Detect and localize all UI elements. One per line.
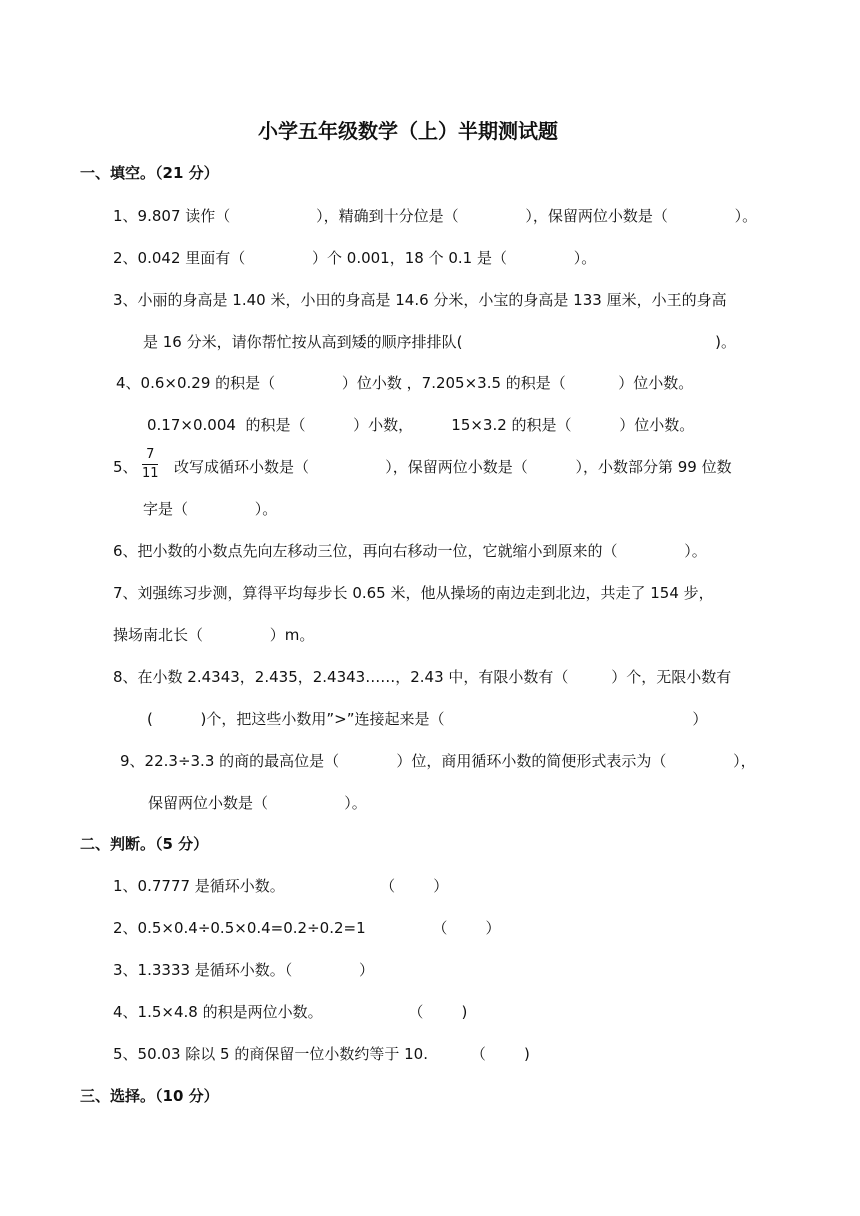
page-title: 小学五年级数学（上）半期测试题	[258, 119, 558, 143]
judge-item-1: 1、0.7777 是循环小数。 （ ）	[113, 877, 449, 895]
question-4-line-1: 4、0.6×0.29 的积是（ ）位小数 ，7.205×3.5 的积是（ ）位小数。	[116, 374, 694, 392]
section-heading-fill-blank: 一、填空。（21 分）	[80, 164, 219, 182]
question-9-line-1: 9、22.3÷3.3 的商的最高位是（ ）位，商用循环小数的简便形式表示为（ ），	[120, 752, 756, 770]
fraction-7-11	[142, 447, 159, 482]
question-8-line-1: 8、在小数 2.4343，2.435，2.4343……，2.43 中，有限小数有（ ）个，无限小数有	[113, 668, 732, 686]
question-4-line-2: 0.17×0.004 的积是（ ）小数， 15×3.2 的积是（ ）位小数。	[147, 416, 695, 434]
question-5-line-1: 改写成循环小数是（ ），保留两位小数是（ ），小数部分第 99 位数	[174, 458, 732, 476]
question-8-line-2: ( )个，把这些小数用”>”连接起来是（ ）	[147, 710, 708, 728]
question-5-line-2: 字是（ ）。	[143, 500, 278, 518]
question-3-line-1: 3、小丽的身高是 1.40 米，小田的身高是 14.6 分米，小宝的身高是 133 厘米，小王的身高	[113, 291, 727, 309]
question-7-line-1: 7、刘强练习步测，算得平均每步长 0.65 米，他从操场的南边走到北边，共走了 154 步，	[113, 584, 714, 602]
section-heading-multiple-choice: 三、选择。（10 分）	[80, 1087, 219, 1105]
question-9-line-2: 保留两位小数是（ ）。	[148, 794, 367, 812]
judge-item-5: 5、50.03 除以 5 的商保留一位小数约等于 10. （ )	[113, 1045, 530, 1063]
section-heading-true-false: 二、判断。（5 分）	[80, 835, 209, 853]
question-7-line-2: 操场南北长（ ）m。	[113, 626, 315, 644]
fraction-numerator: 7	[146, 447, 155, 462]
fraction-denominator: 11	[142, 466, 159, 481]
judge-item-4: 4、1.5×4.8 的积是两位小数。 （ )	[113, 1003, 468, 1021]
question-2: 2、0.042 里面有（ ）个 0.001，18 个 0.1 是（ ）。	[113, 249, 597, 267]
question-1: 1、9.807 读作（ ），精确到十分位是（ ），保留两位小数是（ ）。	[113, 207, 758, 225]
question-3-line-2: 是 16 分米，请你帮忙按从高到矮的顺序排排队( )。	[143, 333, 737, 351]
question-5-number: 5、	[113, 458, 138, 476]
judge-item-2: 2、0.5×0.4÷0.5×0.4=0.2÷0.2=1 （ ）	[113, 919, 501, 937]
question-6: 6、把小数的小数点先向左移动三位，再向右移动一位，它就缩小到原来的（ ）。	[113, 542, 707, 560]
fraction-bar	[142, 464, 158, 465]
judge-item-3: 3、1.3333 是循环小数。（ ）	[113, 961, 375, 979]
